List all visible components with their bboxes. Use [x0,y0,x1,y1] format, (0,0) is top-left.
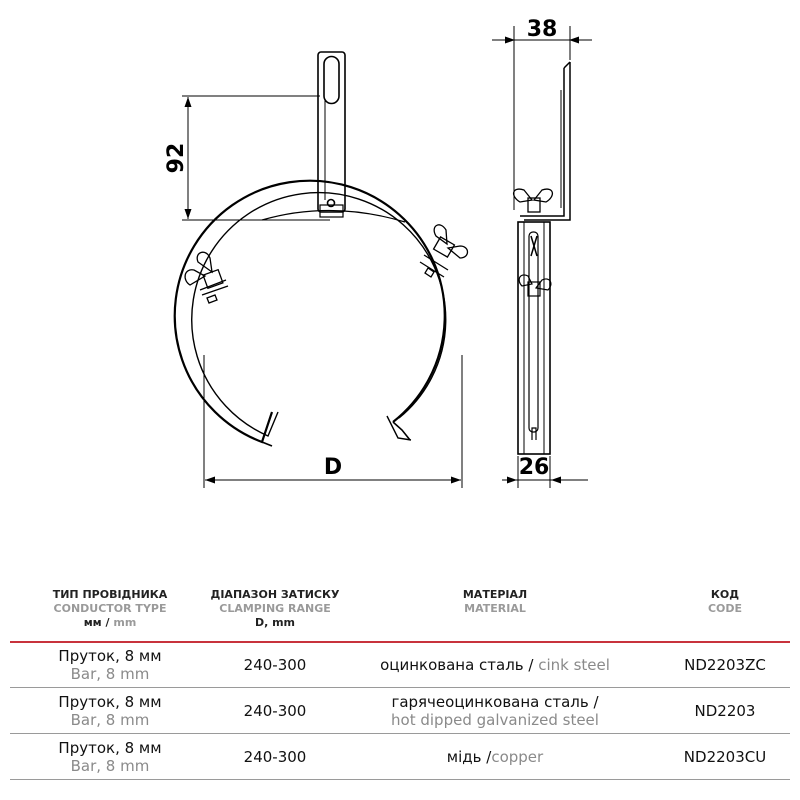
material-en: hot dipped galvanized steel [391,710,599,729]
material-ua: оцинкована сталь / [380,655,534,674]
table-row [10,642,790,688]
diameter-dimension-label: D [323,455,343,480]
product-code: ND2203 [694,701,756,720]
conductor-type-ua: Пруток, 8 мм [58,738,162,757]
cell-material [340,642,650,687]
material-ua: мідь / [446,747,492,766]
table-header [10,588,790,642]
side-dimensions [492,26,592,488]
material-text [380,656,610,674]
material-en: copper [491,747,544,766]
cell-code [630,642,800,687]
header-main-label: КОД [710,588,740,601]
material-ua: гарячеоцинкована сталь / [391,692,599,711]
cell-material [340,688,650,733]
conductor-type-ua: Пруток, 8 мм [58,646,162,665]
conductor-type-ua: Пруток, 8 мм [58,692,162,711]
front-view [175,52,468,446]
clamping-range-value: 240-300 [243,655,307,674]
conductor-type-en: Bar, 8 mm [70,664,150,683]
clamping-range-value: 240-300 [243,747,307,766]
unit-en: mm [109,616,137,629]
conductor-type-en: Bar, 8 mm [70,710,150,729]
header-main-label: ТИП ПРОВІДНИКА [52,588,168,601]
cell-code [630,734,800,779]
conductor-type-en: Bar, 8 mm [70,756,150,775]
top-width-dimension-label: 38 [526,17,558,42]
header-sub-label: CODE [707,602,743,615]
clamp-ring [175,181,446,446]
header-unit-label [175,616,375,630]
cell-material [340,734,650,779]
clamping-range-value: 240-300 [243,701,307,720]
header-main-label: ДІАПАЗОН ЗАТИСКУ [210,588,340,601]
unit-ua: D, mm [254,616,296,629]
product-code: ND2203ZC [684,655,766,674]
header-code [630,588,800,616]
material-text [447,748,543,766]
side-view [514,62,570,454]
header-material [340,588,650,616]
header-main-label: МАТЕРІАЛ [462,588,528,601]
front-dimensions [182,96,462,488]
bottom-width-dimension-label: 26 [518,455,550,480]
header-sub-label: CLAMPING RANGE [219,602,331,615]
table-row [10,734,790,780]
header-sub-label: MATERIAL [464,602,526,615]
specification-table [10,588,790,780]
material-en: cink steel [533,655,610,674]
cell-code [630,688,800,733]
unit-ua: мм / [83,616,110,629]
table-row [10,688,790,734]
header-sub-label: CONDUCTOR TYPE [53,602,167,615]
height-dimension-label: 92 [164,142,189,174]
product-code: ND2203CU [683,747,767,766]
